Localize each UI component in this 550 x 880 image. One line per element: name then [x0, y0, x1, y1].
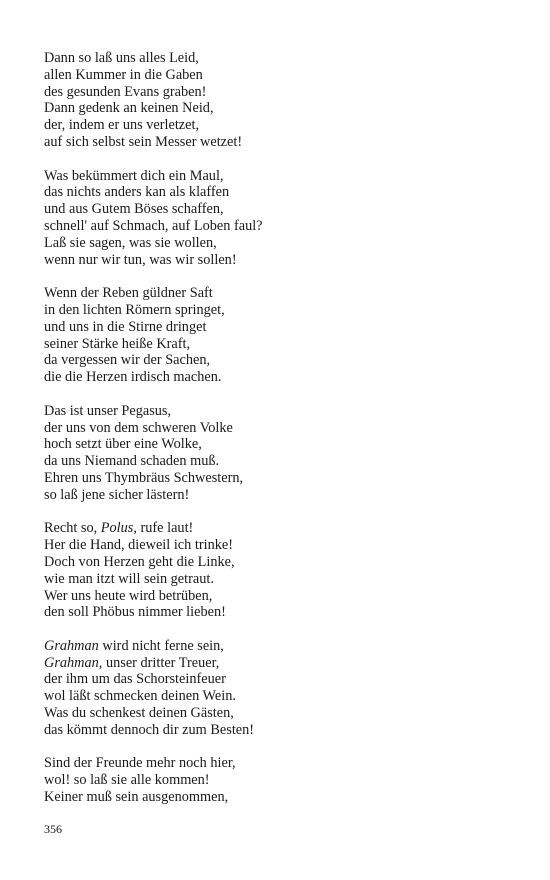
poem-line	[44, 184, 524, 201]
poem-line	[44, 520, 524, 537]
poem-line	[44, 705, 524, 722]
line-text: und uns in die Stirne dringet	[44, 318, 207, 335]
poem-line	[44, 352, 524, 369]
poem-line	[44, 755, 524, 772]
line-text: Das ist unser Pegasus,	[44, 402, 172, 419]
poem-line	[44, 67, 524, 84]
poem-line	[44, 235, 524, 252]
line-text: Was du schenkest deinen Gästen,	[44, 705, 234, 722]
poem-line	[44, 722, 524, 739]
line-text: schnell' auf Schmach, auf Loben faul?	[44, 217, 263, 234]
line-text: das nichts anders kan als klaffen	[44, 184, 230, 201]
stanza	[44, 403, 524, 504]
poem-line	[44, 688, 524, 705]
line-text: Dann so laß uns alles Leid,	[44, 50, 199, 66]
stanza	[44, 168, 524, 269]
line-text: Sind der Freunde mehr noch hier,	[44, 755, 236, 772]
poem-line	[44, 100, 524, 117]
line-text: auf sich selbst sein Messer wetzet!	[44, 133, 243, 150]
line-text: der ihm um das Schorsteinfeuer	[44, 671, 226, 688]
line-text: Dann gedenk an keinen Neid,	[44, 100, 214, 117]
line-text: die die Herzen irdisch machen.	[44, 369, 222, 386]
line-text: rufe laut!	[136, 520, 194, 537]
line-text: Laß sie sagen, was sie wollen,	[44, 234, 217, 251]
line-text: Her die Hand, dieweil ich trinke!	[44, 537, 233, 554]
poem-line	[44, 588, 524, 605]
poem-line	[44, 403, 524, 420]
line-text: Recht so,	[44, 520, 101, 537]
poem-line	[44, 470, 524, 487]
poem-line	[44, 252, 524, 269]
poem-body	[44, 50, 524, 823]
line-text: allen Kummer in die Gaben	[44, 66, 203, 83]
line-text: Was bekümmert dich ein Maul,	[44, 167, 224, 184]
poem-line	[44, 537, 524, 554]
poem-line	[44, 571, 524, 588]
poem-line	[44, 336, 524, 353]
italic-name: Grahman,	[44, 654, 103, 671]
line-text: der uns von dem schweren Volke	[44, 419, 233, 436]
stanza	[44, 50, 524, 151]
poem-line	[44, 789, 524, 806]
line-text: Wer uns heute wird betrüben,	[44, 587, 213, 604]
line-text: wol läßt schmecken deinen Wein.	[44, 688, 236, 705]
line-text: wie man itzt will sein getraut.	[44, 570, 214, 587]
poem-line	[44, 302, 524, 319]
line-text: das kömmt dennoch dir zum Besten!	[44, 721, 255, 738]
line-text: und aus Gutem Böses schaffen,	[44, 201, 224, 218]
poem-line	[44, 604, 524, 621]
line-text: seiner Stärke heiße Kraft,	[44, 335, 191, 352]
line-text: da uns Niemand schaden muß.	[44, 453, 220, 470]
italic-name: Grahman	[44, 637, 99, 654]
poem-line	[44, 285, 524, 302]
poem-line	[44, 201, 524, 218]
poem-line	[44, 638, 524, 655]
stanza	[44, 520, 524, 621]
poem-line	[44, 134, 524, 151]
line-text: wol! so laß sie alle kommen!	[44, 772, 210, 789]
poem-line	[44, 168, 524, 185]
line-text: hoch setzt über eine Wolke,	[44, 436, 202, 453]
line-text: den soll Phöbus nimmer lieben!	[44, 604, 226, 621]
page-number: 356	[44, 822, 62, 836]
line-text: unser dritter Treuer,	[102, 654, 220, 671]
line-text: wird nicht ferne sein,	[98, 637, 224, 654]
line-text: Keiner muß sein ausgenommen,	[44, 789, 229, 806]
poem-line	[44, 319, 524, 336]
poem-line	[44, 671, 524, 688]
poem-line	[44, 487, 524, 504]
line-text: Ehren uns Thymbräus Schwestern,	[44, 469, 244, 486]
line-text: des gesunden Evans graben!	[44, 83, 207, 100]
stanza	[44, 755, 524, 805]
poem-line	[44, 420, 524, 437]
stanza	[44, 285, 524, 386]
poem-line	[44, 772, 524, 789]
poem-line	[44, 453, 524, 470]
line-text: wenn nur wir tun, was wir sollen!	[44, 251, 237, 268]
line-text: so laß jene sicher lästern!	[44, 486, 190, 503]
line-text: Wenn der Reben güldner Saft	[44, 285, 213, 302]
poem-line	[44, 50, 524, 67]
line-text: Doch von Herzen geht die Linke,	[44, 553, 235, 570]
italic-name: Polus,	[100, 520, 137, 537]
poem-line	[44, 655, 524, 672]
poem-line	[44, 117, 524, 134]
line-text: in den lichten Römern springet,	[44, 301, 225, 318]
poem-line	[44, 436, 524, 453]
poem-line	[44, 554, 524, 571]
line-text: da vergessen wir der Sachen,	[44, 352, 211, 369]
poem-line	[44, 218, 524, 235]
poem-line	[44, 369, 524, 386]
poem-line	[44, 84, 524, 101]
stanza	[44, 638, 524, 739]
line-text: der, indem er uns verletzet,	[44, 117, 200, 134]
